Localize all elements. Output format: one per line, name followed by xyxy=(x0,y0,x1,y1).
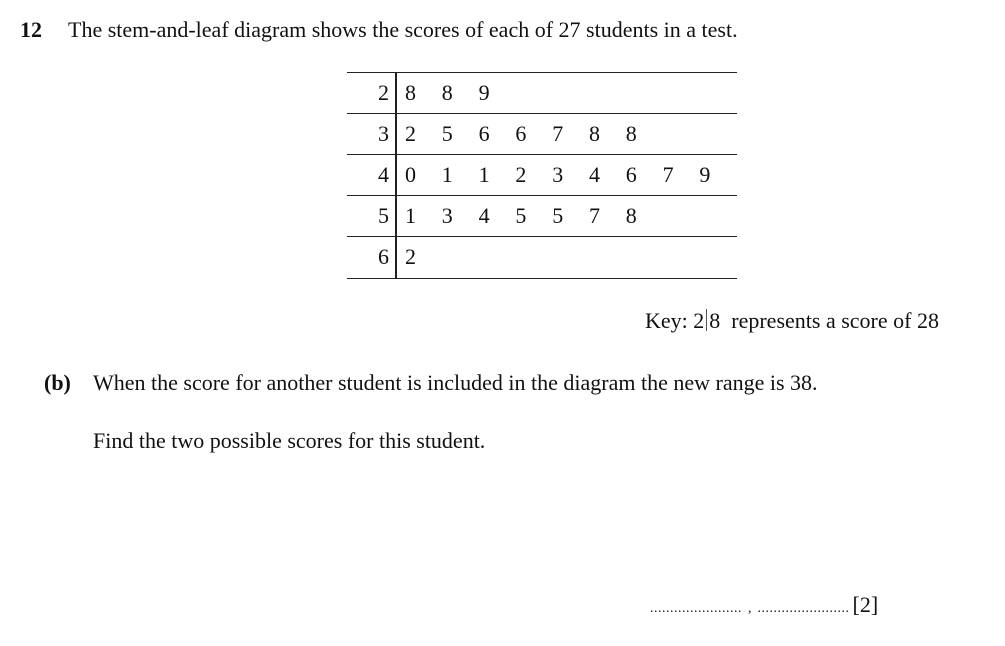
answer-area xyxy=(650,590,878,624)
leaf: 1 xyxy=(478,162,490,187)
leaf: 9 xyxy=(699,162,711,187)
leaves xyxy=(405,114,663,154)
leaf: 3 xyxy=(552,162,564,187)
leaves xyxy=(405,155,736,195)
stem-value: 2 xyxy=(378,80,389,105)
question-text: The stem-and-leaf diagram shows the scores of each of 27 students in a test. xyxy=(68,17,738,42)
key-divider xyxy=(706,309,707,331)
leaf: 5 xyxy=(515,203,527,228)
key-leaf: 8 xyxy=(709,308,721,333)
leaves xyxy=(405,237,442,277)
leaf: 7 xyxy=(552,121,564,146)
stem-value: 5 xyxy=(378,203,389,228)
leaf: 8 xyxy=(405,80,416,105)
stem-row xyxy=(347,154,737,195)
part-b-label: (b) xyxy=(44,370,71,395)
leaf: 9 xyxy=(478,80,490,105)
stem-row xyxy=(347,195,737,236)
leaf: 5 xyxy=(552,203,564,228)
leaf: 2 xyxy=(405,244,416,269)
answer-separator: , xyxy=(748,601,752,616)
stem-value: 6 xyxy=(378,244,389,269)
stem-value: 3 xyxy=(378,121,389,146)
stem-row xyxy=(347,236,737,279)
leaf: 4 xyxy=(478,203,490,228)
stem-and-leaf-diagram xyxy=(347,72,737,279)
leaf: 3 xyxy=(441,203,453,228)
answer-blank-1[interactable]: ....................... xyxy=(650,601,742,616)
diagram-key xyxy=(645,306,939,336)
leaf: 0 xyxy=(405,162,416,187)
leaf: 8 xyxy=(625,203,637,228)
leaf: 4 xyxy=(588,162,600,187)
part-b-text: When the score for another student is included in the diagram the new range is 38. xyxy=(93,370,818,395)
leaf: 8 xyxy=(588,121,600,146)
leaf: 1 xyxy=(441,162,453,187)
stem-value: 4 xyxy=(378,162,389,187)
stem-row xyxy=(347,72,737,113)
key-suffix: represents a score of 28 xyxy=(731,308,939,333)
leaf: 5 xyxy=(441,121,453,146)
key-prefix: Key: xyxy=(645,308,694,333)
leaf: 6 xyxy=(515,121,527,146)
leaf: 1 xyxy=(405,203,416,228)
leaf: 8 xyxy=(625,121,637,146)
leaf: 2 xyxy=(405,121,416,146)
leaves xyxy=(405,196,663,236)
leaf: 7 xyxy=(662,162,674,187)
leaf: 7 xyxy=(588,203,600,228)
question-number: 12 xyxy=(20,17,42,42)
key-stem: 2 xyxy=(693,308,705,333)
leaf: 8 xyxy=(441,80,453,105)
stem-row xyxy=(347,113,737,154)
answer-blank-2[interactable]: ....................... xyxy=(757,601,850,616)
marks-label: [2] xyxy=(852,592,879,617)
leaf: 6 xyxy=(478,121,490,146)
leaf: 2 xyxy=(515,162,527,187)
part-b-instruction: Find the two possible scores for this student. xyxy=(93,428,486,453)
leaves xyxy=(405,73,515,113)
leaf: 6 xyxy=(625,162,637,187)
